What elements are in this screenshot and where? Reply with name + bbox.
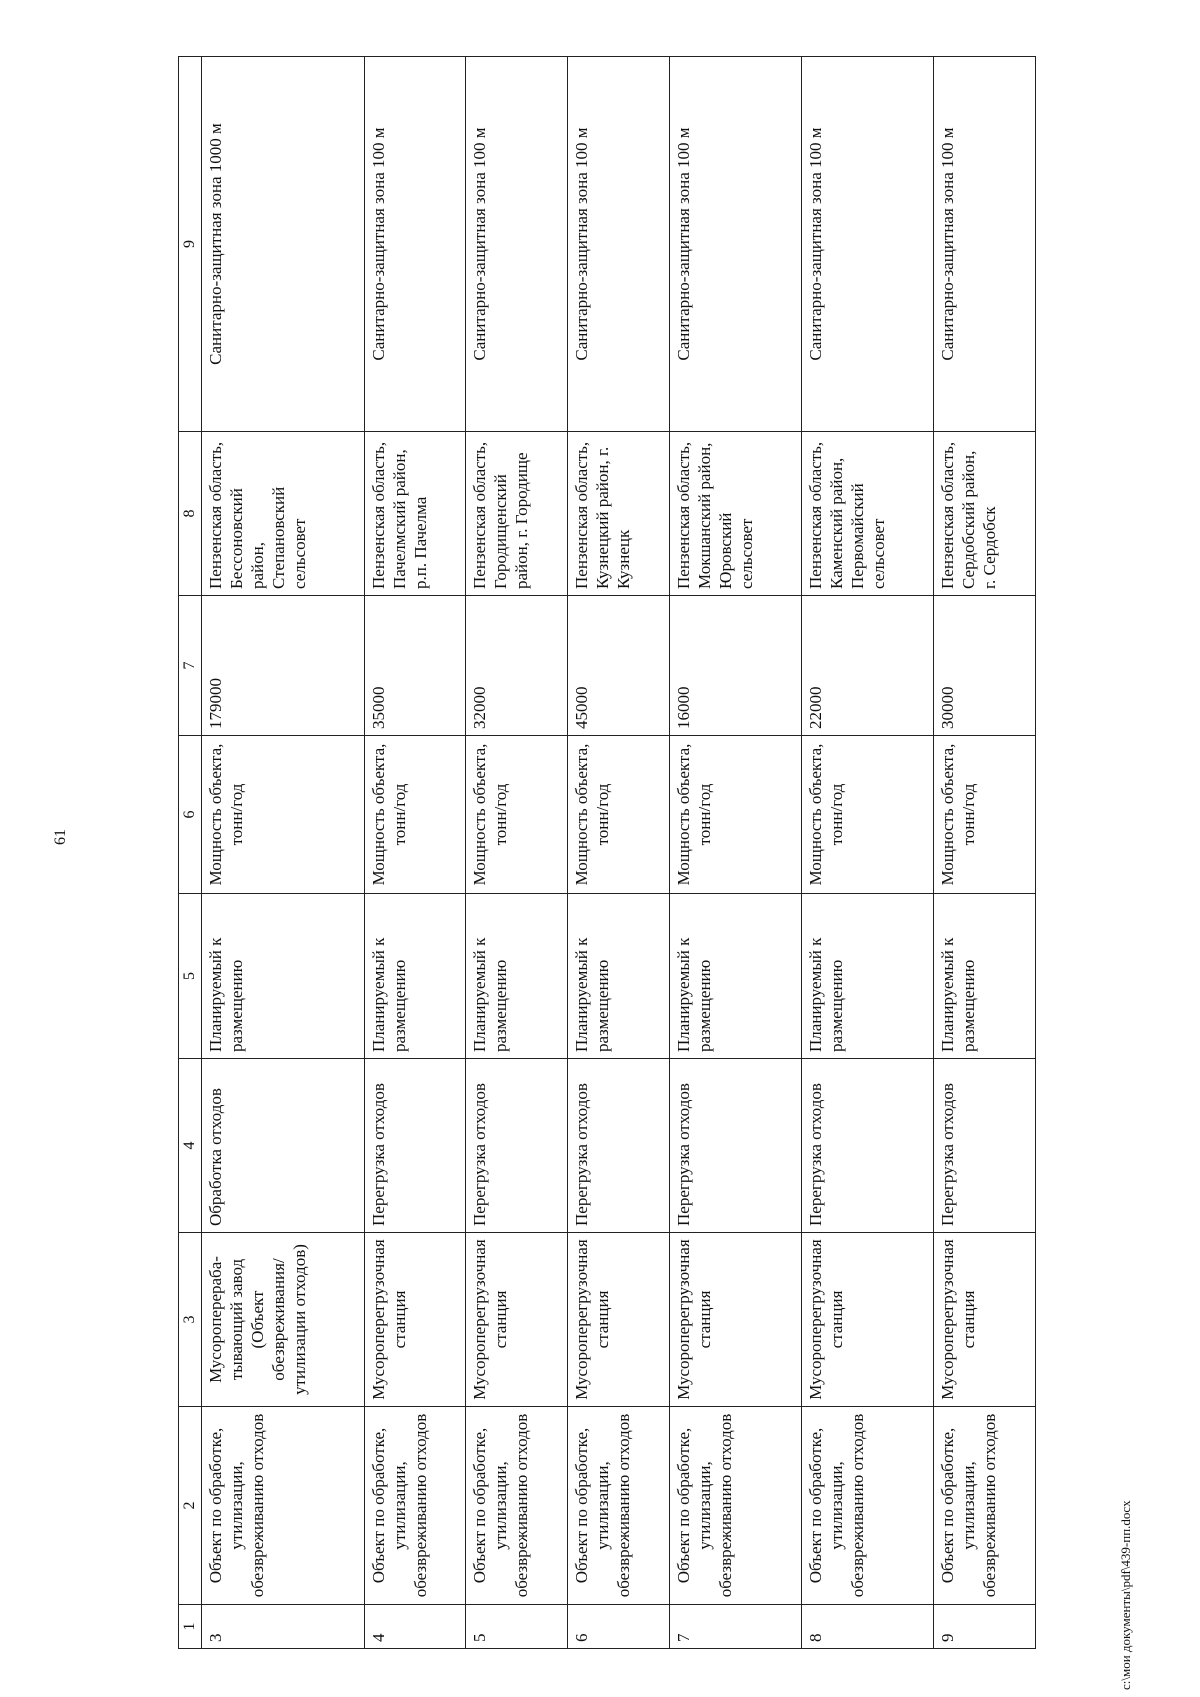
cell-object-name: Мусороперегрузочная станция [934, 1233, 1036, 1407]
cell-object-type: Объект по обработке, утилизации, обезвреживанию отходов [202, 1407, 365, 1605]
cell-row-number: 4 [364, 1605, 466, 1649]
cell-value: 32000 [466, 596, 568, 736]
cell-row-number: 7 [669, 1605, 801, 1649]
cell-object-name: Мусороперегрузочная станция [802, 1233, 934, 1407]
cell-value: 22000 [802, 596, 934, 736]
cell-row-number: 3 [202, 1605, 365, 1649]
table-row [364, 57, 466, 1649]
cell-location: Пензенская область, Городищенский район, г. Городище [466, 432, 568, 596]
cell-purpose: Обработка отходов [202, 1059, 365, 1233]
col-header-3: 3 [179, 1233, 202, 1407]
cell-zone: Санитарно-защитная зона 100 м [669, 57, 801, 432]
cell-purpose: Перегрузка отходов [669, 1059, 801, 1233]
col-header-1: 1 [179, 1605, 202, 1649]
cell-value: 16000 [669, 596, 801, 736]
cell-object-type: Объект по обработке, утилизации, обезвреживанию отходов [669, 1407, 801, 1605]
cell-row-number: 6 [568, 1605, 670, 1649]
table-row [466, 57, 568, 1649]
cell-characteristic: Мощность объекта, тонн/год [934, 736, 1036, 894]
cell-location: Пензенская область, Кузнецкий район, г. Кузнецк [568, 432, 670, 596]
cell-object-name: Мусороперегрузочная станция [364, 1233, 466, 1407]
cell-object-type: Объект по обработке, утилизации, обезвреживанию отходов [466, 1407, 568, 1605]
page-number: 61 [52, 829, 69, 845]
cell-status: Планируемый к размещению [802, 894, 934, 1059]
objects-table [178, 56, 1036, 1649]
cell-zone: Санитарно-защитная зона 100 м [364, 57, 466, 432]
cell-status: Планируемый к размещению [568, 894, 670, 1059]
cell-location: Пензенская область, Бессоновский район, Степановский сельсовет [202, 432, 365, 596]
cell-object-type: Объект по обработке, утилизации, обезвреживанию отходов [802, 1407, 934, 1605]
cell-value: 35000 [364, 596, 466, 736]
table-row [568, 57, 670, 1649]
cell-purpose: Перегрузка отходов [802, 1059, 934, 1233]
col-header-7: 7 [179, 596, 202, 736]
cell-object-name: Мусороперегрузочная станция [466, 1233, 568, 1407]
cell-location: Пензенская область, Пачелмский район, р.п. Пачелма [364, 432, 466, 596]
cell-purpose: Перегрузка отходов [934, 1059, 1036, 1233]
cell-row-number: 9 [934, 1605, 1036, 1649]
cell-object-name: Мусороперераба-тывающий завод (Объект обезвреживания/ утилизации отходов) [202, 1233, 365, 1407]
cell-zone: Санитарно-защитная зона 100 м [802, 57, 934, 432]
cell-purpose: Перегрузка отходов [364, 1059, 466, 1233]
cell-zone: Санитарно-защитная зона 100 м [934, 57, 1036, 432]
cell-object-name: Мусороперегрузочная станция [568, 1233, 670, 1407]
cell-purpose: Перегрузка отходов [568, 1059, 670, 1233]
table-container [178, 57, 1036, 1649]
cell-object-type: Объект по обработке, утилизации, обезвреживанию отходов [934, 1407, 1036, 1605]
table-row [669, 57, 801, 1649]
cell-object-type: Объект по обработке, утилизации, обезвреживанию отходов [364, 1407, 466, 1605]
cell-characteristic: Мощность объекта, тонн/год [364, 736, 466, 894]
cell-status: Планируемый к размещению [466, 894, 568, 1059]
cell-status: Планируемый к размещению [934, 894, 1036, 1059]
cell-value: 45000 [568, 596, 670, 736]
cell-characteristic: Мощность объекта, тонн/год [202, 736, 365, 894]
cell-row-number: 5 [466, 1605, 568, 1649]
table-row [202, 57, 365, 1649]
cell-zone: Санитарно-защитная зона 100 м [568, 57, 670, 432]
cell-location: Пензенская область, Мокшанский район, Юровский сельсовет [669, 432, 801, 596]
cell-characteristic: Мощность объекта, тонн/год [669, 736, 801, 894]
col-header-8: 8 [179, 432, 202, 596]
cell-characteristic: Мощность объекта, тонн/год [568, 736, 670, 894]
cell-status: Планируемый к размещению [202, 894, 365, 1059]
col-header-6: 6 [179, 736, 202, 894]
cell-value: 179000 [202, 596, 365, 736]
cell-purpose: Перегрузка отходов [466, 1059, 568, 1233]
cell-object-name: Мусороперегрузочная станция [669, 1233, 801, 1407]
cell-characteristic: Мощность объекта, тонн/год [802, 736, 934, 894]
cell-status: Планируемый к размещению [364, 894, 466, 1059]
table-row [934, 57, 1036, 1649]
col-header-9: 9 [179, 57, 202, 432]
cell-characteristic: Мощность объекта, тонн/год [466, 736, 568, 894]
cell-zone: Санитарно-защитная зона 100 м [466, 57, 568, 432]
cell-status: Планируемый к размещению [669, 894, 801, 1059]
table-row [802, 57, 934, 1649]
col-header-5: 5 [179, 894, 202, 1059]
cell-location: Пензенская область, Сердобский район, г. Сердобск [934, 432, 1036, 596]
footer-file-path: c:\мои документы\pdf\439-пп.docx [1118, 1500, 1133, 1690]
cell-value: 30000 [934, 596, 1036, 736]
header-row [179, 57, 202, 1649]
col-header-2: 2 [179, 1407, 202, 1605]
cell-object-type: Объект по обработке, утилизации, обезвреживанию отходов [568, 1407, 670, 1605]
cell-row-number: 8 [802, 1605, 934, 1649]
col-header-4: 4 [179, 1059, 202, 1233]
cell-zone: Санитарно-защитная зона 1000 м [202, 57, 365, 432]
cell-location: Пензенская область, Каменский район, Первомайский сельсовет [802, 432, 934, 596]
